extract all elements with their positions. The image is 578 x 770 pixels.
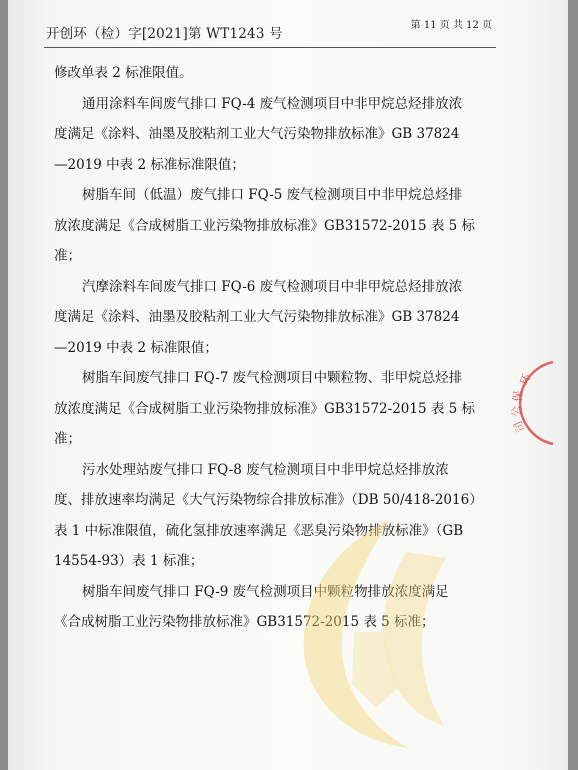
body-line: 准； [54, 248, 81, 264]
body-line: 表 1 中标准限值，硫化氢排放速率满足《恶臭污染物排放标准》（GB [54, 522, 464, 539]
watermark-logo [280, 512, 450, 752]
body-line: 树脂车间废气排口 FQ-9 废气检测项目中颗粒物排放浓度满足 [82, 583, 449, 600]
document-number: 开创环（检）字[2021]第 WT1243 号 [46, 26, 283, 42]
body-line: 修改单表 2 标准限值。 [54, 65, 193, 81]
svg-text:公: 公 [509, 404, 524, 418]
body-line: 树脂车间废气排口 FQ-7 废气检测项目中颗粒物、非甲烷总烃排 [82, 370, 463, 386]
body-line: 树脂车间（低温）废气排口 FQ-5 废气检测项目中非甲烷总烃排 [82, 187, 463, 203]
body-line: 准； [54, 431, 81, 447]
page-indicator: 第 11 页 共 12 页 [410, 20, 492, 31]
body-line: 汽摩涂料车间废气排口 FQ-6 废气检测项目中非甲烷总烃排放浓 [82, 278, 463, 295]
body-line: 通用涂料车间废气排口 FQ-4 废气检测项目中非甲烷总烃排放浓 [82, 95, 463, 112]
body-line: 放浓度满足《合成树脂工业污染物排放标准》GB31572-2015 表 5 标 [54, 400, 476, 417]
svg-text:保: 保 [511, 390, 525, 403]
header-divider [44, 47, 496, 48]
body-line: 度满足《涂料、油墨及胶粘剂工业大气污染物排放标准》GB 37824 [54, 126, 460, 142]
body-line: 度、排放速率均满足《大气污染物综合排放标准》（DB 50/418-2016） [54, 492, 483, 508]
red-seal-stamp [509, 360, 553, 446]
svg-text:司: 司 [511, 418, 528, 435]
svg-text:环: 环 [517, 372, 534, 388]
body-line: 14554-93）表 1 标准； [54, 553, 204, 569]
document-page [8, 0, 568, 770]
body-line: 度满足《涂料、油墨及胶粘剂工业大气污染物排放标准》GB 37824 [54, 309, 460, 325]
body-line: —2019 中表 2 标准标准限值； [54, 156, 245, 173]
body-line: 放浓度满足《合成树脂工业污染物排放标准》GB31572-2015 表 5 标 [54, 217, 476, 234]
body-line: 《合成树脂工业污染物排放标准》GB31572-2015 表 5 标准； [54, 614, 435, 630]
body-line: 污水处理站废气排口 FQ-8 废气检测项目中非甲烷总烃排放浓 [82, 461, 449, 478]
body-line: —2019 中表 2 标准限值； [54, 339, 218, 356]
